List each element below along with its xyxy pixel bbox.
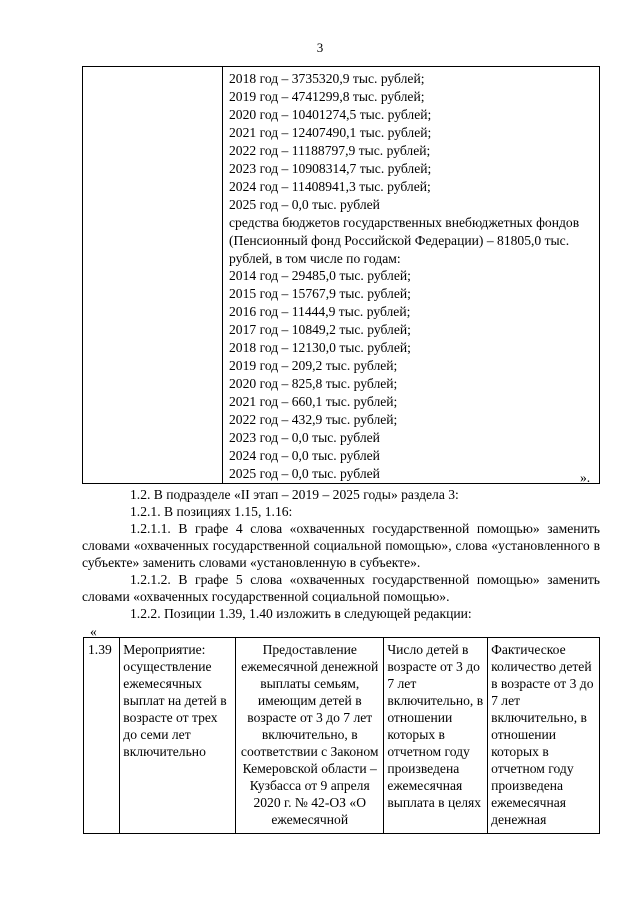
table-row: [84, 638, 600, 834]
paragraph-1-2-1-1: 1.2.1.1. В графе 4 слова «охваченных государственной помощью» заменить словами «охваченных государственной социальной помощью», слова «установленного в субъекте» заменить словами «установленную в субъекте».: [82, 521, 600, 570]
position-number-cell: 1.39: [84, 638, 120, 834]
event-name-cell: Мероприятие: осуществление ежемесячных выплат на детей в возрасте от трех до семи лет включительно: [120, 638, 236, 834]
funding-line: 2019 год – 209,2 тыс. рублей;: [229, 358, 398, 374]
funding-line: 2018 год – 12130,0 тыс. рублей;: [229, 340, 411, 356]
closing-quote: ».: [580, 470, 591, 485]
indicator-name-cell: Число детей в возрасте от 3 до 7 лет включительно, в отношении которых в отчетном году произведена ежемесячная выплата в целях: [384, 638, 488, 834]
indicator-formula-cell: Фактическое количество детей в возрасте от 3 до 7 лет включительно, в отношении которых в отчетном году произведена ежемесячная денежная: [488, 638, 600, 834]
page-number: 3: [316, 40, 324, 55]
funding-line: 2014 год – 29485,0 тыс. рублей;: [229, 268, 411, 284]
funding-line: 2016 год – 11444,9 тыс. рублей;: [229, 304, 411, 320]
funding-line: 2019 год – 4741299,8 тыс. рублей;: [229, 88, 425, 104]
funding-line: 2022 год – 432,9 тыс. рублей;: [229, 412, 398, 428]
pension-fund-text: средства бюджетов государственных внебюджетных фондов (Пенсионный фонд Российской Федерации) – 81805,0 тыс. рублей, в том числе по годам:: [229, 214, 580, 266]
funding-line: 2022 год – 11188797,9 тыс. рублей;: [229, 142, 431, 158]
funding-line: 2023 год – 10908314,7 тыс. рублей;: [229, 160, 432, 176]
paragraph-1-2: 1.2. В подразделе «II этап – 2019 – 2025 годы» раздела 3:: [130, 487, 459, 502]
funding-table-empty-cell: [83, 67, 223, 484]
positions-table: [83, 637, 600, 834]
funding-line: 2024 год – 0,0 тыс. рублей: [229, 448, 380, 464]
paragraph-1-2-1: 1.2.1. В позициях 1.15, 1.16:: [130, 504, 293, 519]
paragraph-1-2-1-2: 1.2.1.2. В графе 5 слова «охваченных государственной помощью» заменить словами «охваченных государственной социальной помощью».: [82, 572, 600, 604]
paragraph-1-2-2: 1.2.2. Позиции 1.39, 1.40 изложить в следующей редакции:: [130, 606, 472, 621]
funding-line: 2025 год – 0,0 тыс. рублей: [229, 465, 380, 481]
event-description-cell: Предоставление ежемесячной денежной выплаты семьям, имеющим детей в возрасте от 3 до 7 лет включительно, в соответствии с Законом Кемеровской области – Кузбасса от 9 апреля 2020 г. № 42-ОЗ «О ежемесячной: [236, 638, 384, 834]
funding-line: 2021 год – 12407490,1 тыс. рублей;: [229, 124, 432, 140]
funding-line: 2020 год – 825,8 тыс. рублей;: [229, 376, 398, 392]
opening-quote: «: [90, 624, 97, 639]
funding-line: 2020 год – 10401274,5 тыс. рублей;: [229, 106, 432, 122]
funding-table-values-cell: [223, 67, 600, 484]
funding-table: [82, 66, 600, 484]
funding-line: 2021 год – 660,1 тыс. рублей;: [229, 394, 398, 410]
funding-line: 2025 год – 0,0 тыс. рублей: [229, 196, 380, 212]
funding-line: 2015 год – 15767,9 тыс. рублей;: [229, 286, 411, 302]
funding-line: 2018 год – 3735320,9 тыс. рублей;: [229, 71, 425, 86]
funding-line: 2023 год – 0,0 тыс. рублей: [229, 430, 380, 446]
funding-line: 2024 год – 11408941,3 тыс. рублей;: [229, 178, 431, 194]
funding-line: 2017 год – 10849,2 тыс. рублей;: [229, 322, 411, 338]
